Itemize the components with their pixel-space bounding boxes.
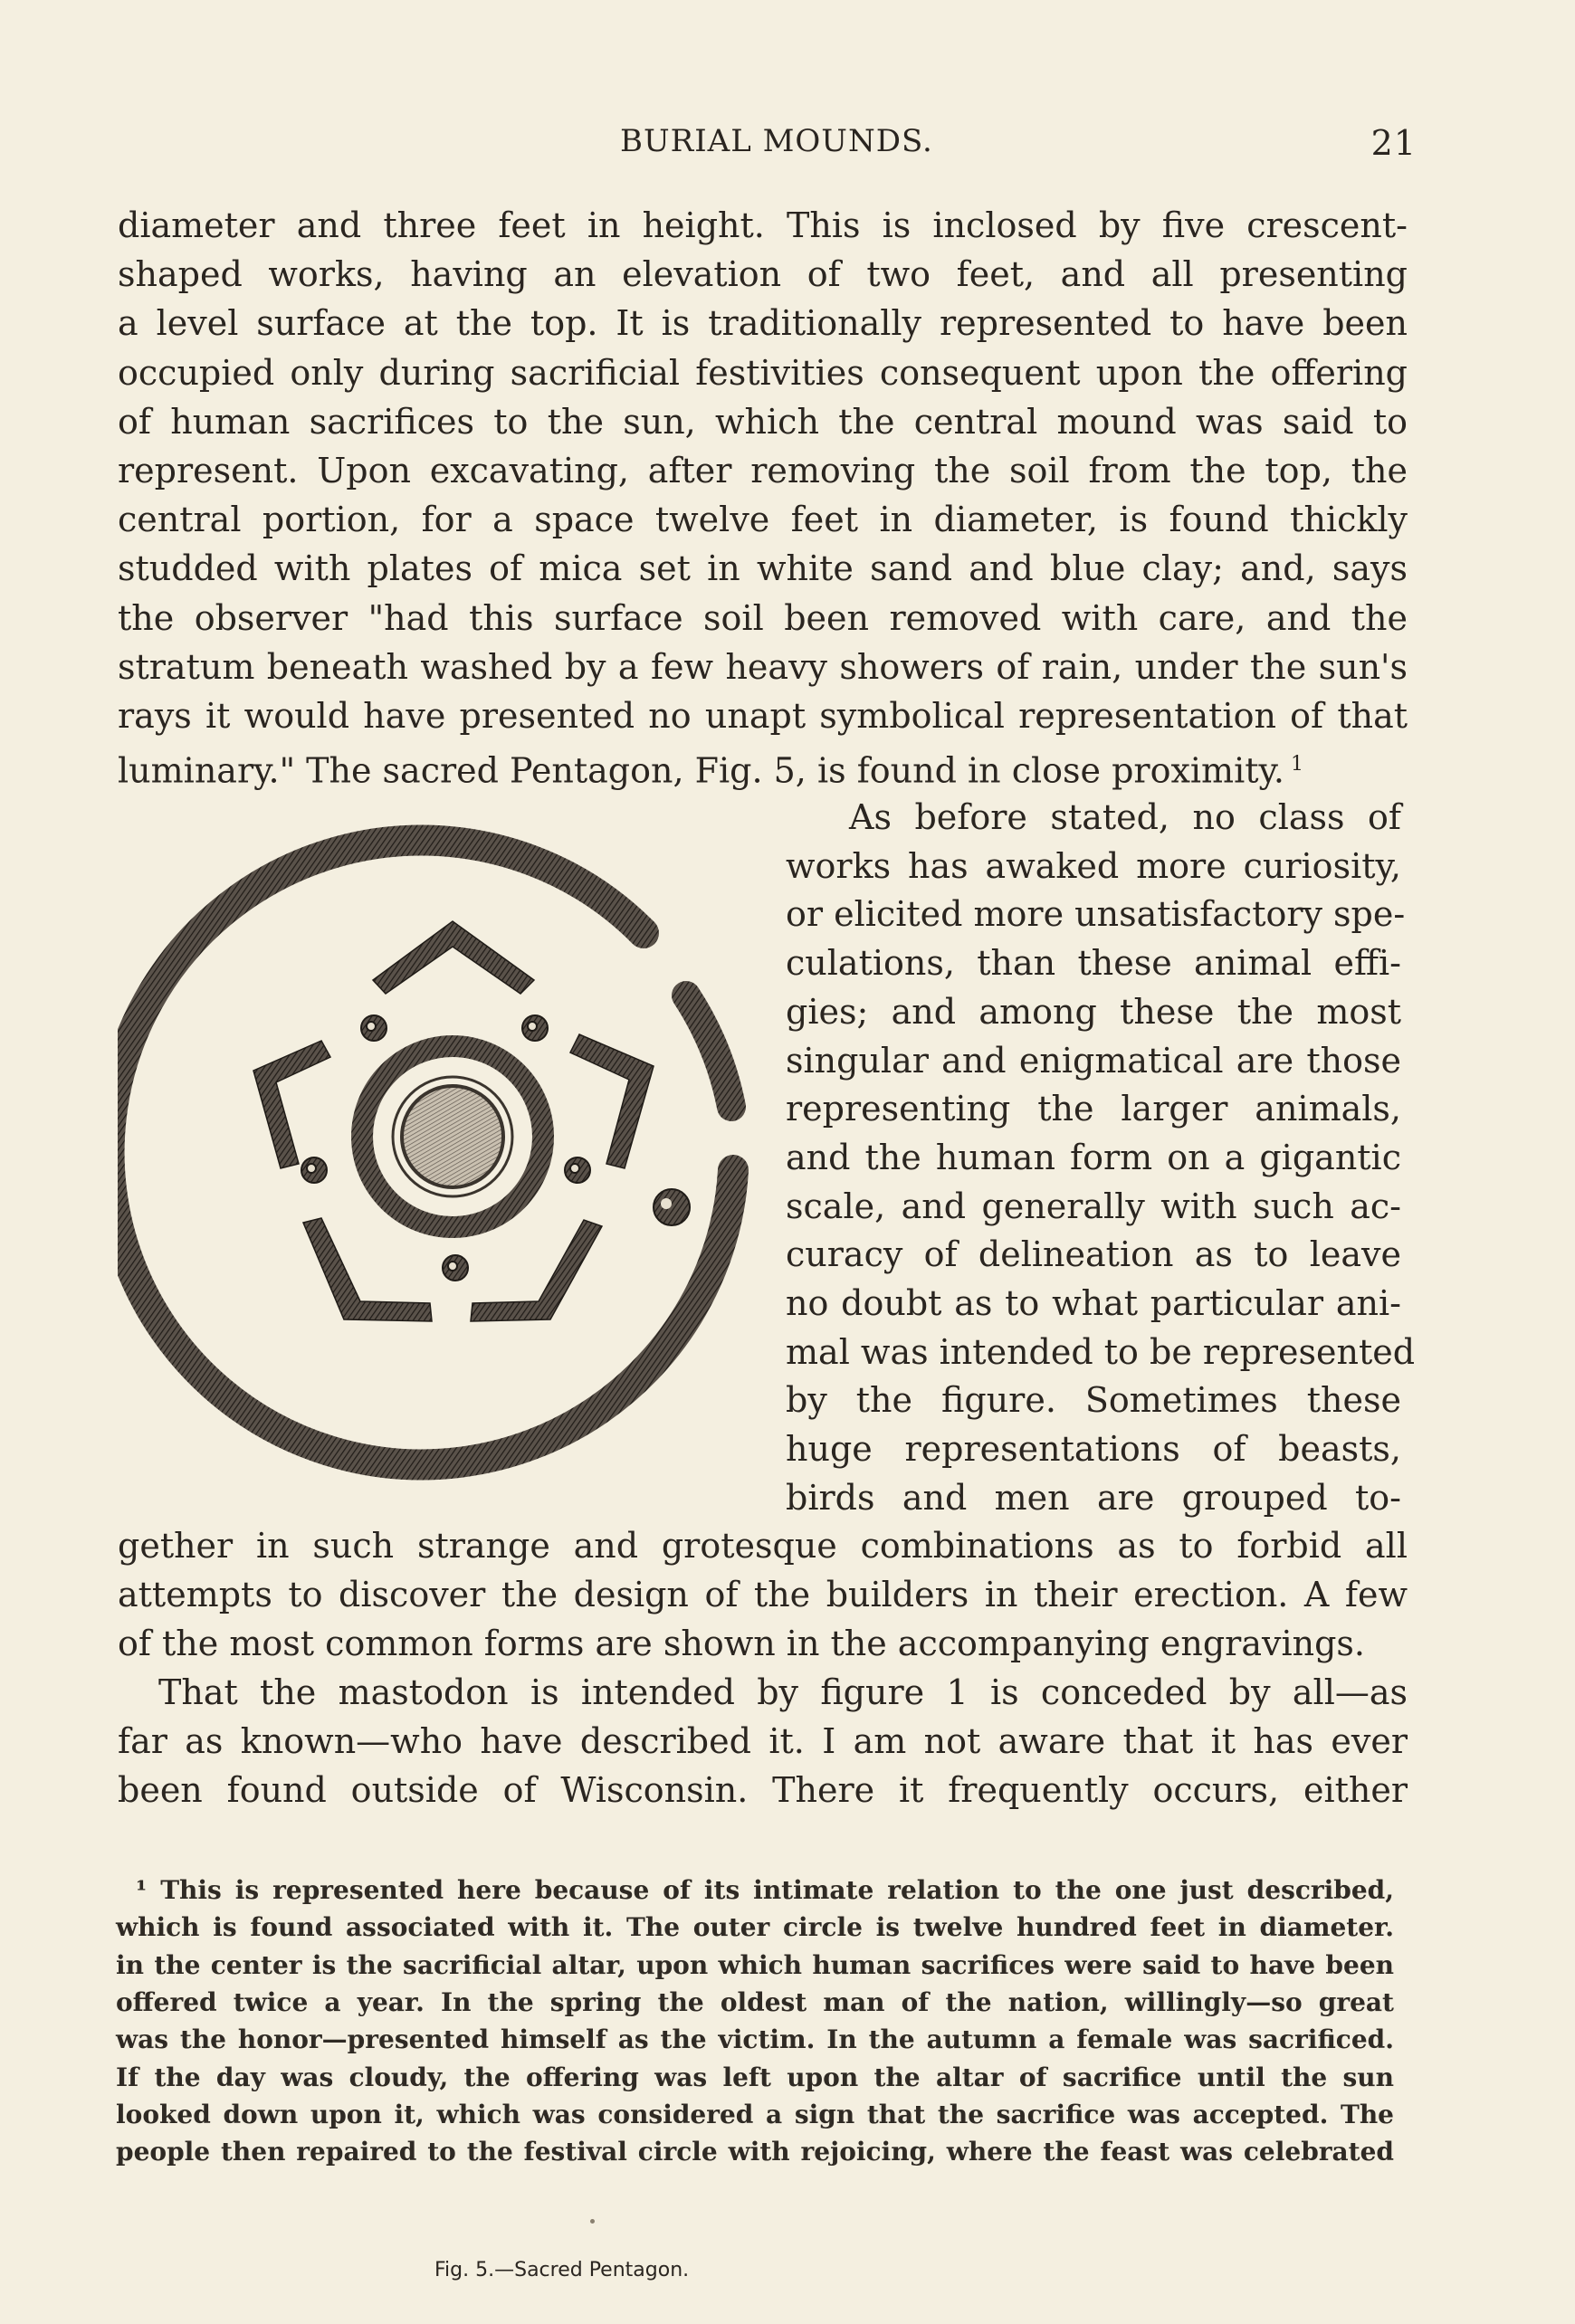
body-text-line: diameter and three feet in height. This is inclosed by five crescent- (118, 205, 1408, 245)
body-text-line: central portion, for a space twelve feet in diameter, is found thickly (118, 500, 1408, 540)
wrapped-text-line: As before stated, no class of (849, 797, 1401, 837)
body-text-line: shaped works, having an elevation of two feet, and all presenting (118, 254, 1408, 295)
body-text-line: gether in such strange and grotesque combinations as to forbid all (118, 1526, 1408, 1566)
wrapped-text-line: or elicited more unsatisfactory spe- (786, 894, 1406, 935)
figure-caption: Fig. 5.—Sacred Pentagon. (434, 2259, 690, 2281)
footnote-line: ¹ This is represented here because of its intimate relation to the one just described, (136, 1875, 1394, 1905)
wrapped-text-line: and the human form on a gigantic (786, 1137, 1401, 1177)
running-header (113, 123, 1417, 168)
wrapped-text-line: mal was intended to be represented (786, 1331, 1416, 1372)
body-text-line: stratum beneath washed by a few heavy showers of rain, under the sun's (118, 646, 1408, 687)
footnote-line: was the honor—presented himself as the victim. In the autumn a female was sacrificed. (116, 2024, 1394, 2055)
footnote-line: offered twice a year. In the spring the oldest man of the nation, willingly—so great (116, 1986, 1394, 2017)
wrapped-text-line: culations, than these animal effi- (786, 943, 1401, 984)
crescent-bottom-left (303, 1218, 432, 1321)
footnote-line: people then repaired to the festival circle with rejoicing, where the feast was celebrated (116, 2137, 1394, 2167)
crescent-left (253, 1041, 330, 1168)
outer-circle-end-segment (686, 995, 731, 1107)
footnote-line: in the center is the sacrificial altar, upon which human sacrifices were said to have been (116, 1949, 1394, 1980)
central-mound (402, 1086, 503, 1187)
footnote-line: which is found associated with it. The outer circle is twelve hundred feet in diameter. (116, 1912, 1394, 1943)
wrapped-text-line: scale, and generally with such ac- (786, 1186, 1401, 1226)
wrapped-text-line: no doubt as to what particular ani- (786, 1283, 1401, 1323)
body-text-line: the observer "had this surface soil been removed with care, and the (118, 597, 1408, 638)
body-text-line: of human sacrifices to the sun, which the central mound was said to (118, 401, 1408, 442)
page-speck (590, 2219, 595, 2224)
body-text-line: attempts to discover the design of the builders in their erection. A few (118, 1575, 1408, 1614)
body-text-line: represent. Upon excavating, after removing the soil from the top, the (118, 451, 1408, 491)
crescent-bottom-right (471, 1220, 602, 1321)
footnote-line: If the day was cloudy, the offering was left upon the altar of sacrifice until the sun (116, 2062, 1394, 2092)
wrapped-text-line: singular and enigmatical are those (786, 1040, 1401, 1081)
wrapped-text-line: gies; and among these the most (786, 991, 1401, 1032)
wrapped-text-line: by the figure. Sometimes these (786, 1380, 1401, 1421)
wrapped-text-line: works has awaked more curiosity, (786, 845, 1401, 886)
pentagon-engraving (118, 795, 778, 1519)
wrapped-text-line: representing the larger animals, (786, 1089, 1401, 1129)
body-text-line: That the mastodon is intended by figure 1 is conceded by all—as (158, 1672, 1408, 1712)
body-text-line: rays it would have presented no unapt symbolical representation of that (118, 696, 1408, 736)
crescent-top (373, 921, 534, 994)
running-title: BURIAL MOUNDS. (620, 123, 933, 159)
body-text-line: a level surface at the top. It is traditionally represented to have been (118, 303, 1408, 344)
wrapped-text-line: curacy of delineation as to leave (786, 1234, 1401, 1275)
page-number: 21 (1370, 123, 1417, 163)
body-text-line: of the most common forms are shown in the accompanying engravings. (118, 1624, 1366, 1663)
body-text-line: studded with plates of mica set in white sand and blue clay; and, says (118, 548, 1408, 589)
body-text-line: far as known—who have described it. I am not aware that it has ever (118, 1721, 1408, 1761)
body-text-line: luminary." The sacred Pentagon, Fig. 5, is found in close proximity. $^1$ (118, 750, 1303, 791)
wrapped-text-line: birds and men are grouped to- (786, 1477, 1401, 1518)
body-text-line: been found outside of Wisconsin. There it frequently occurs, either (118, 1770, 1408, 1810)
footnote-reference: 1 (1284, 753, 1303, 776)
footnote-line: looked down upon it, which was considered a sign that the sacrifice was accepted. The (116, 2099, 1394, 2129)
crescent-right (570, 1034, 654, 1168)
body-text-line: occupied only during sacrificial festivities consequent upon the offering (118, 352, 1408, 393)
wrapped-text-line: huge representations of beasts, (786, 1429, 1401, 1470)
gap-mound (654, 1189, 690, 1225)
